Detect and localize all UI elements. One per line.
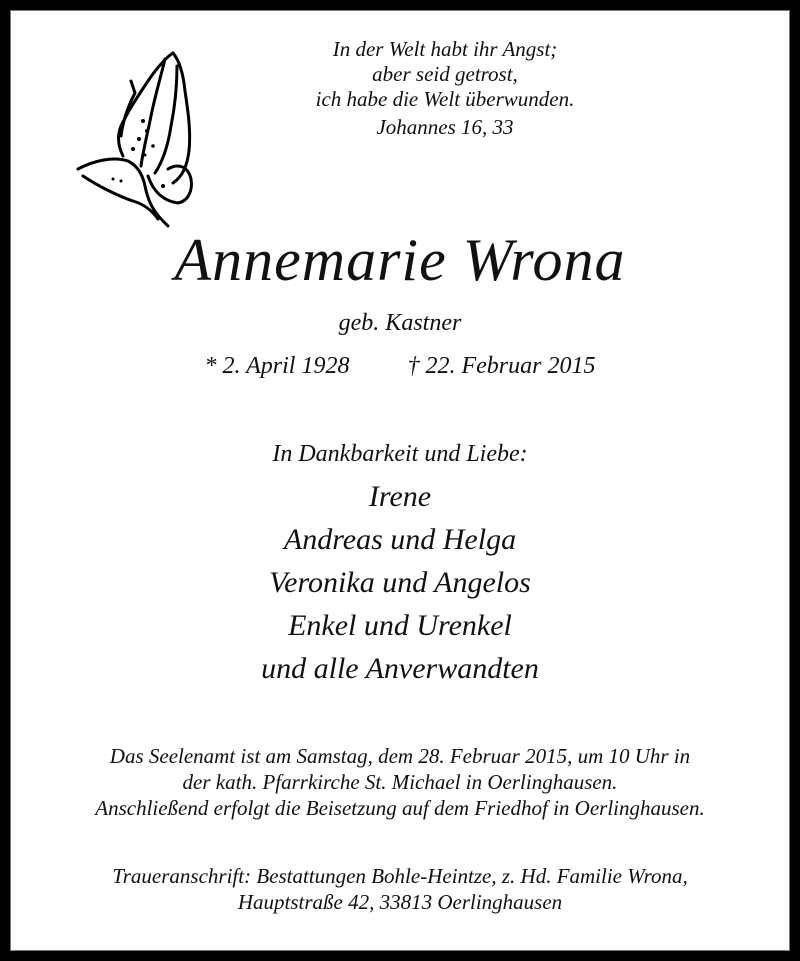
verse-line: ich habe die Welt überwunden. — [315, 87, 575, 111]
deceased-name: Annemarie Wrona — [174, 227, 626, 293]
service-line: Das Seelenamt ist am Samstag, dem 28. Februar 2015, um 10 Uhr in — [109, 744, 691, 768]
verse-line: In der Welt habt ihr Angst; — [332, 37, 558, 61]
mourner-name: Enkel und Urenkel — [288, 609, 512, 642]
birth-date: * 2. April 1928 — [204, 353, 350, 379]
death-date: † 22. Februar 2015 — [407, 353, 596, 379]
address-line: Traueranschrift: Bestattungen Bohle-Heintze, z. Hd. Familie Wrona, — [112, 864, 688, 888]
birth-name: geb. Kastner — [338, 310, 462, 336]
bible-verse — [221, 37, 669, 140]
praying-hands-icon — [73, 51, 213, 231]
mourner-name: Veronika und Angelos — [269, 566, 531, 599]
life-dates — [11, 351, 789, 381]
service-info — [11, 743, 789, 821]
mourner-name: Irene — [368, 480, 432, 513]
address-line: Hauptstraße 42, 33813 Oerlinghausen — [237, 890, 563, 914]
service-line: der kath. Pfarrkirche St. Michael in Oerlinghausen. — [182, 770, 618, 794]
mourner-name: Andreas und Helga — [283, 523, 517, 556]
service-line: Anschließend erfolgt die Beisetzung auf dem Friedhof in Oerlinghausen. — [95, 796, 705, 820]
verse-reference: Johannes 16, 33 — [376, 115, 514, 139]
mourner-name: und alle Anverwandten — [261, 652, 539, 685]
mourners-list — [11, 475, 789, 690]
obituary-notice — [10, 10, 790, 951]
mourners-intro: In Dankbarkeit und Liebe: — [272, 441, 528, 467]
mourning-address — [11, 863, 789, 915]
verse-line: aber seid getrost, — [372, 62, 518, 86]
